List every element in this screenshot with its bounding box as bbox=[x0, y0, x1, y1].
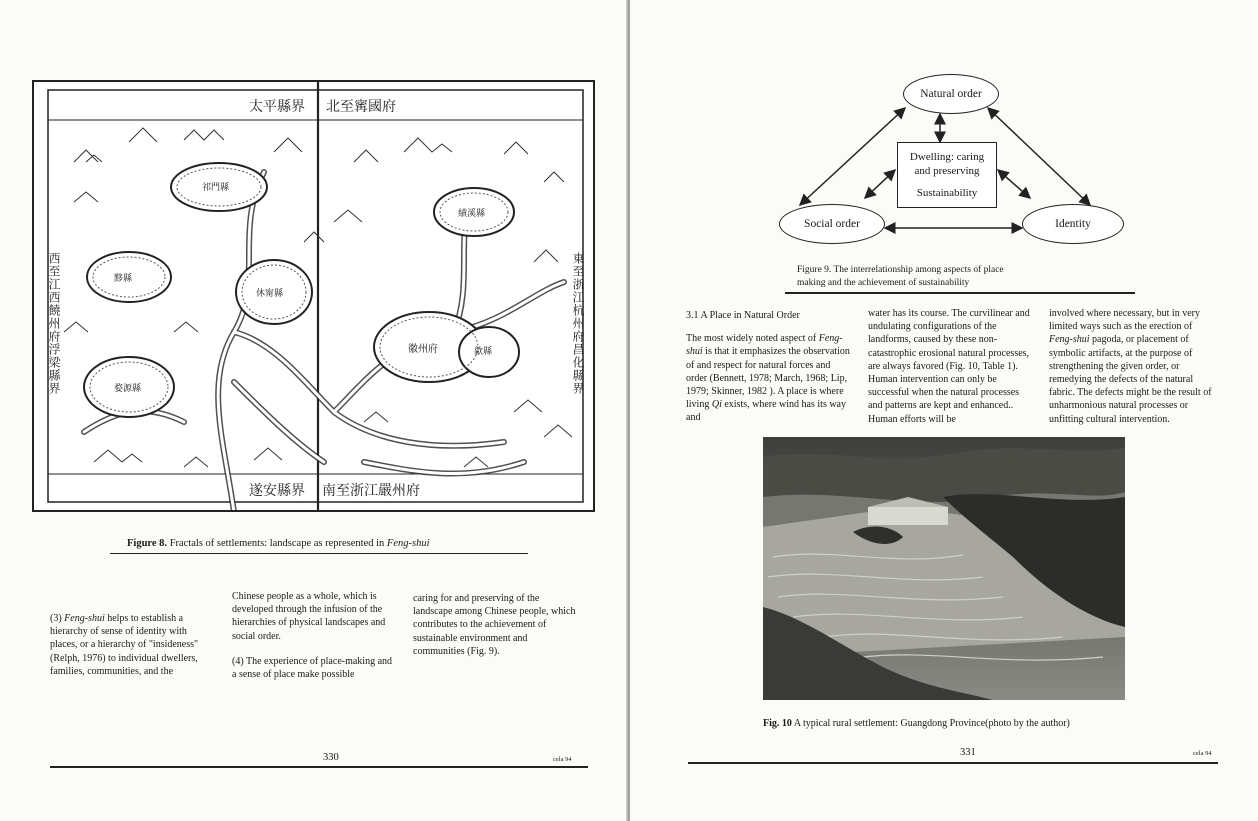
social-order-node: Social order bbox=[779, 204, 885, 244]
map-city-shexian: 歙縣 bbox=[474, 347, 493, 357]
left-col1-italic: Feng-shui bbox=[64, 613, 105, 624]
figure-10-caption bbox=[763, 717, 1070, 731]
figure-9-caption bbox=[797, 264, 1004, 290]
left-column-3 bbox=[413, 592, 578, 670]
right-col2-paragraph: water has its course. The curvilinear and undulating configurations of the landforms, caused by these non-catastrophic erosional natural processes, are always favored (Fig. 10, Table 1). Human intervention can only be successful when the natural processes and patterns are kept and enhanced.. Human efforts will be bbox=[868, 308, 1030, 425]
footer-rule-right bbox=[688, 762, 1218, 764]
map-label-taiping: 太平縣界 bbox=[249, 99, 305, 115]
figure-8-rule bbox=[110, 553, 528, 554]
footer-rule-left bbox=[50, 766, 588, 768]
journal-tag-right: cela 94 bbox=[1193, 750, 1212, 757]
map-city-huizhou: 徽州府 bbox=[408, 344, 438, 355]
right-col3-italic: Feng-shui bbox=[1049, 334, 1090, 346]
left-col2-paragraph-1: Chinese people as a whole, which is developed through the infusion of the hierarchies of physical landscapes and social order. bbox=[232, 591, 386, 642]
rural-settlement-photo bbox=[763, 437, 1125, 700]
right-col1-italic: Feng-shui bbox=[686, 333, 843, 358]
figure-8-label: Figure 8. bbox=[127, 538, 168, 549]
right-col3-pre: involved where necessary, but in very limited ways such as the erection of bbox=[1049, 308, 1200, 333]
figure-9-line-2: making and the achievement of sustainability bbox=[797, 277, 970, 288]
figure-8-caption bbox=[127, 537, 429, 551]
map-city-jixi: 績溪縣 bbox=[458, 209, 486, 219]
map-label-south: 南至浙江嚴州府 bbox=[322, 483, 420, 499]
figure-9-line-1: Figure 9. The interrelationship among aspects of place bbox=[797, 265, 1004, 275]
left-col1-rest: helps to establish a hierarchy of sense of identity with places, or a hierarchy of "insideness" (Relph, 1976) to individual dwellers, families, communities, and the bbox=[50, 613, 199, 677]
left-column-2 bbox=[232, 590, 397, 693]
right-column-3 bbox=[1049, 307, 1214, 438]
map-label-east: 東至浙江杭州府昌化縣界 bbox=[571, 252, 585, 395]
center-line-2: and preserving bbox=[914, 164, 980, 177]
figure-9-rule bbox=[785, 292, 1135, 294]
right-col1-pre: The most widely noted aspect of bbox=[686, 333, 819, 345]
left-col1-pre: (3) bbox=[50, 613, 65, 624]
map-city-wuyuan: 婺源縣 bbox=[114, 384, 142, 394]
figure-8-italic: Feng-shui bbox=[386, 538, 430, 549]
photo-rendering bbox=[763, 437, 1125, 700]
left-col2-paragraph-2: (4) The experience of place-making and a sense of place make possible bbox=[232, 655, 393, 680]
center-line-3: Sustainability bbox=[916, 187, 978, 200]
left-col1-paragraph bbox=[50, 612, 215, 678]
right-col1-italic-2: Qi bbox=[711, 399, 722, 411]
section-heading: 3.1 A Place in Natural Order bbox=[686, 310, 800, 321]
right-col1-post: exists, where wind has its way and bbox=[686, 399, 846, 424]
right-column-2 bbox=[868, 307, 1033, 438]
journal-tag-left: cela 94 bbox=[553, 756, 572, 763]
map-label-suian: 遂安縣界 bbox=[249, 483, 305, 499]
feng-shui-map-figure bbox=[32, 80, 595, 512]
left-column-1 bbox=[50, 612, 215, 690]
figure-10-label: Fig. 10 bbox=[763, 718, 792, 729]
page-number-left: 330 bbox=[323, 752, 339, 763]
map-city-qimen: 祁門縣 bbox=[202, 183, 230, 193]
map-label-west: 西至江西饒州府浮梁縣界 bbox=[47, 252, 61, 395]
figure-8-text: Fractals of settlements: landscape as represented in bbox=[169, 538, 387, 549]
figure-10-text: A typical rural settlement: Guangdong Province(photo by the author) bbox=[791, 718, 1070, 729]
dwelling-sustainability-box bbox=[897, 142, 997, 208]
center-line-1: Dwelling: caring bbox=[909, 150, 985, 163]
right-column-1 bbox=[686, 309, 851, 437]
right-col3-paragraph bbox=[1049, 307, 1214, 426]
right-col1-paragraph bbox=[686, 332, 851, 424]
natural-order-node: Natural order bbox=[903, 74, 999, 114]
right-col3-post: pagoda, or placement of symbolic artifacts, at the purpose of strengthening the given order, or remedying the defects of the natural fabric. The defects might be the result of unharmonious natural processes or unfitting cultural intervention. bbox=[1049, 334, 1212, 425]
map-city-xiuning: 休甯縣 bbox=[256, 289, 284, 299]
identity-node: Identity bbox=[1022, 204, 1124, 244]
right-col1-mid: is that it emphasizes the observation of and respect for natural forces and order (Bennett, 1978; March, 1968; Lip, 1979; Skinner, 1982 ). A place is where living bbox=[686, 346, 850, 411]
map-city-yixian: 黟縣 bbox=[114, 274, 133, 284]
page-number-right: 331 bbox=[960, 747, 976, 758]
left-col3-paragraph: caring for and preserving of the landscape among Chinese people, which contributes to the achievement of sustainable environment and communities (Fig. 9). bbox=[413, 593, 576, 657]
map-label-north: 北至寗國府 bbox=[326, 99, 396, 115]
map-drawing bbox=[34, 82, 595, 512]
